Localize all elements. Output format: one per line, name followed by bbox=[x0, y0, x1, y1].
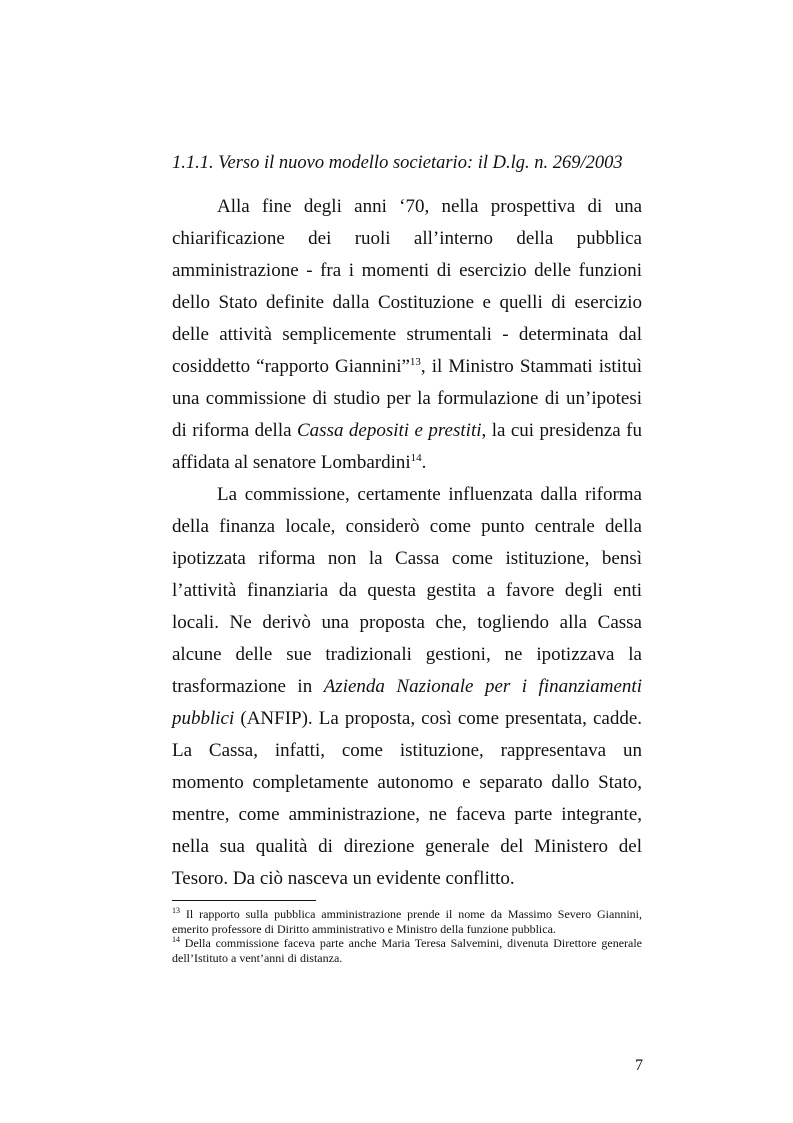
footnote-13-text: Il rapporto sulla pubblica amministrazione prende il nome da Massimo Severo Giannini, emerito professore di Diritto amministrativo e Ministro della funzione pubblica. bbox=[172, 907, 642, 936]
page-number: 7 bbox=[635, 1057, 643, 1074]
paragraph-1-text-d: . bbox=[421, 452, 427, 473]
footnotes bbox=[172, 907, 642, 965]
footnote-14-number: 14 bbox=[172, 935, 180, 944]
footnote-14 bbox=[172, 936, 642, 965]
paragraph-1-text-c: , la cui presidenza fu affidata al senatore Lombardini bbox=[172, 420, 642, 473]
footnote-14-text: Della commissione faceva parte anche Maria Teresa Salvemini, divenuta Direttore generale dell’Istituto a vent’anni di distanza. bbox=[172, 936, 642, 965]
body-text bbox=[172, 191, 642, 895]
footnote-ref-14: 14 bbox=[410, 452, 422, 464]
footnote-ref-13: 13 bbox=[409, 356, 421, 368]
paragraph-1 bbox=[172, 191, 642, 479]
footnote-separator bbox=[172, 900, 316, 901]
paragraph-1-text-b: , il Ministro Stammati istituì una commissione di studio per la formulazione di un’ipotesi di riforma della bbox=[172, 356, 642, 441]
section-heading: 1.1.1. Verso il nuovo modello societario: il D.lg. n. 269/2003 bbox=[172, 153, 623, 173]
paragraph-2 bbox=[172, 479, 642, 895]
italic-azienda-nazionale: Azienda Nazionale per i finanziamenti pubblici bbox=[172, 676, 642, 729]
paragraph-2-text-a: La commissione, certamente influenzata dalla riforma della finanza locale, considerò come punto centrale della ipotizzata riforma non la Cassa come istituzione, bensì l’attività finanziaria da questa gestita a favore degli enti locali. Ne derivò una proposta che, togliendo alla Cassa alcune delle sue tradizionali gestioni, ne ipotizzava la trasformazione in bbox=[172, 484, 642, 697]
italic-cassa-depositi: Cassa depositi e prestiti bbox=[297, 420, 482, 441]
paragraph-1-text-a: Alla fine degli anni ‘70, nella prospettiva di una chiarificazione dei ruoli all’interno della pubblica amministrazione - fra i momenti di esercizio delle funzioni dello Stato definite dalla Costituzione e quelli di esercizio delle attività semplicemente strumentali - determinata dal cosiddetto “rapporto Giannini” bbox=[172, 196, 642, 377]
footnote-13-number: 13 bbox=[172, 906, 180, 915]
paragraph-2-text-b: (ANFIP). La proposta, così come presentata, cadde. La Cassa, infatti, come istituzione, rappresentava un momento completamente autonomo e separato dallo Stato, mentre, come amministrazione, ne faceva parte integrante, nella sua qualità di direzione generale del Ministero del Tesoro. Da ciò nasceva un evidente conflitto. bbox=[172, 708, 642, 889]
footnote-13 bbox=[172, 907, 642, 936]
